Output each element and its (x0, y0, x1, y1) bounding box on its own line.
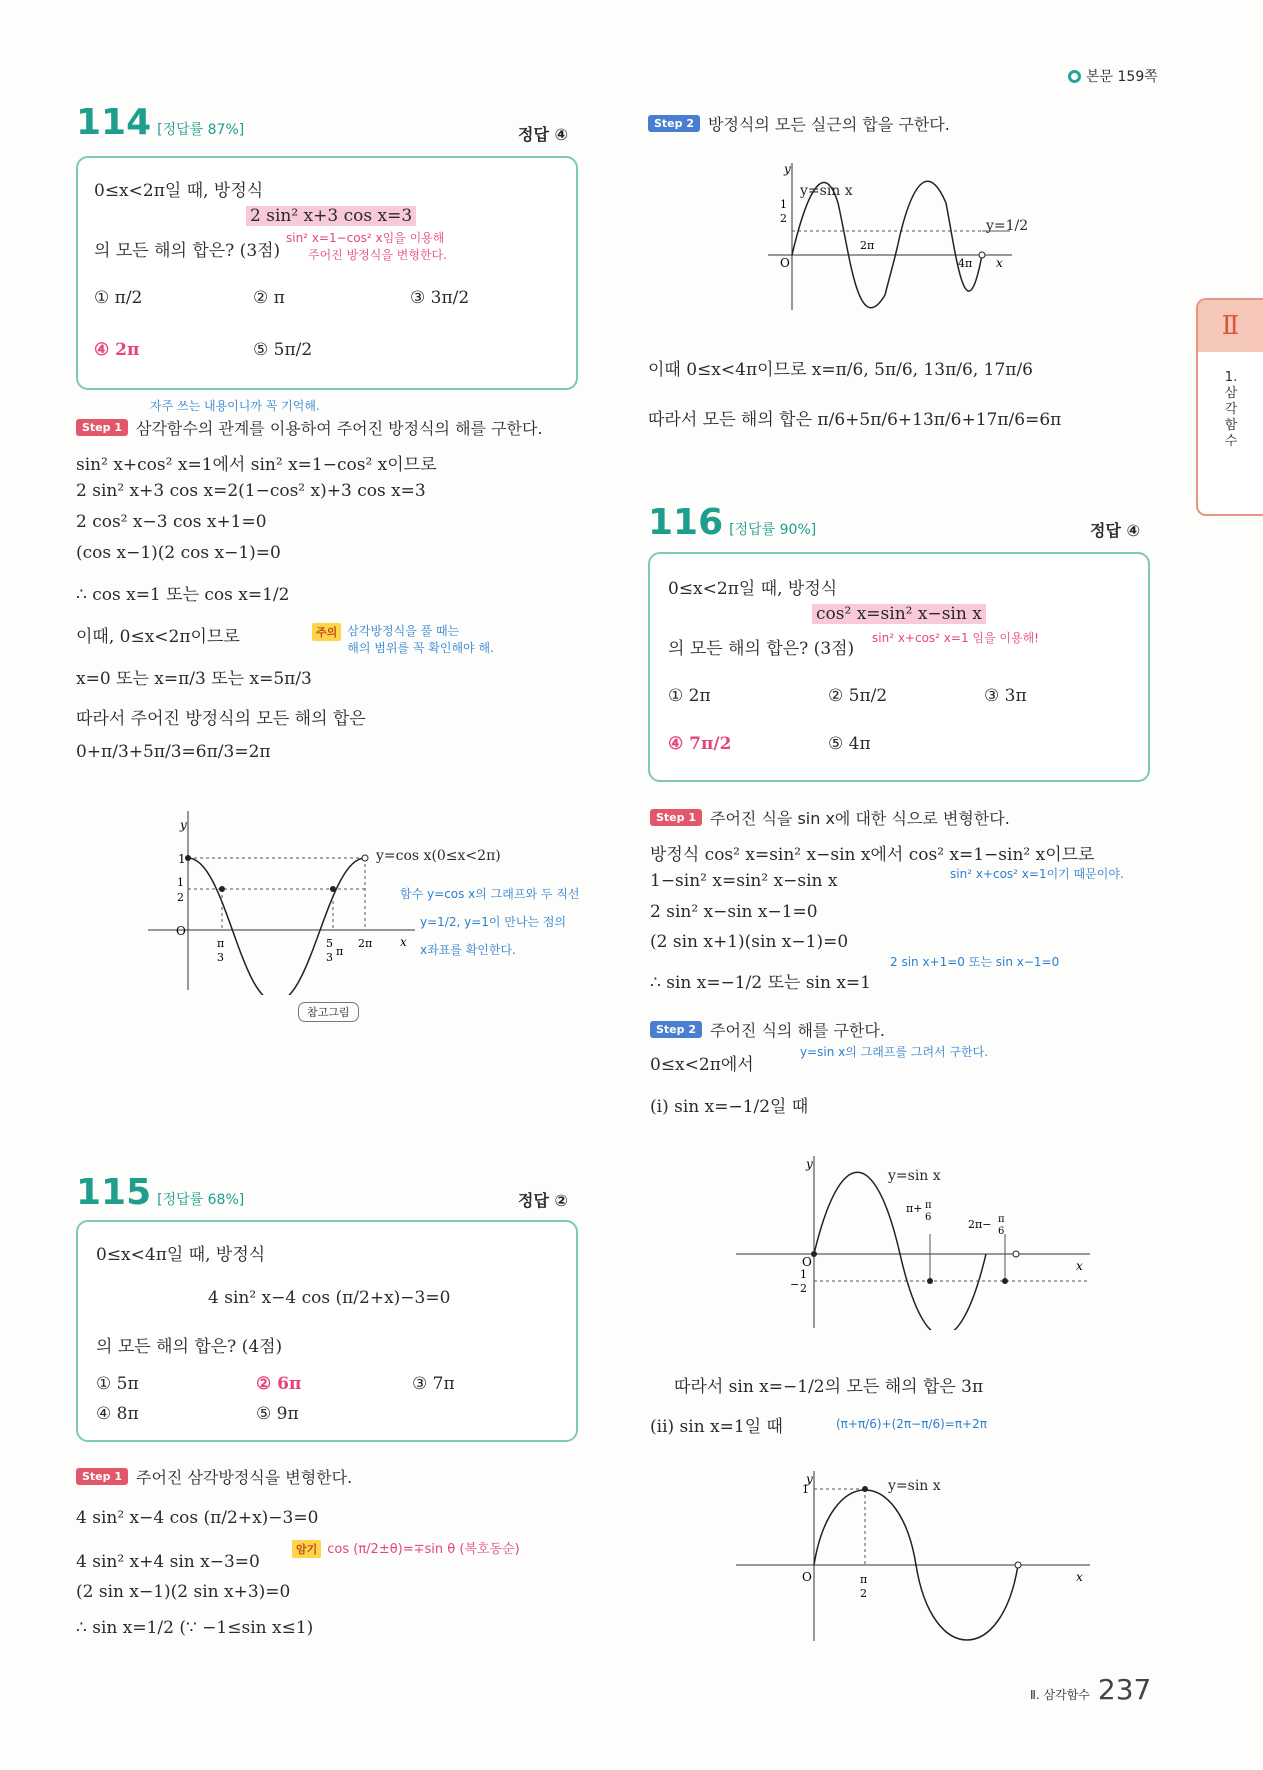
q114-option-5: ⑤ 5π/2 (253, 340, 313, 360)
svg-text:y: y (806, 1157, 813, 1171)
svg-text:y: y (180, 818, 187, 832)
q116-option-1: ① 2π (668, 686, 711, 706)
q114-caption: 참고그림 (298, 1002, 359, 1022)
roman-numeral: Ⅱ (1198, 300, 1263, 352)
svg-text:2: 2 (780, 212, 787, 225)
q115-step1-title: 주어진 삼각방정식을 변형한다. (136, 1468, 353, 1487)
q114-sol-9: 0+π/3+5π/3=6π/3=2π (76, 742, 271, 762)
q114-number: 114 (76, 102, 152, 143)
q116-note-c: y=sin x의 그래프를 그려서 구한다. (800, 1045, 989, 1059)
q116-sol-1: 방정식 cos² x=sin² x−sin x에서 cos² x=1−sin² x이므로 (650, 845, 1095, 865)
svg-text:1: 1 (780, 198, 787, 211)
q116-sol-4: (2 sin x+1)(sin x−1)=0 (650, 932, 849, 952)
q116-case1: (i) sin x=−1/2일 때 (650, 1097, 809, 1117)
svg-text:O: O (802, 1570, 812, 1584)
svg-text:2π: 2π (860, 239, 875, 252)
q116-answer: 정답 ④ (1090, 521, 1141, 540)
q114-note1: sin² x=1−cos² x임을 이용해 (286, 231, 445, 245)
q116-sol-5: ∴ sin x=−1/2 또는 sin x=1 (650, 973, 871, 993)
q116-range: 0≤x<2π에서 (650, 1055, 754, 1075)
svg-text:π+: π+ (906, 1202, 923, 1215)
svg-text:3: 3 (326, 951, 333, 964)
q116-sol-3: 2 sin² x−sin x−1=0 (650, 902, 818, 922)
svg-text:1: 1 (178, 852, 186, 866)
q115-option-3: ③ 7π (412, 1374, 455, 1394)
svg-text:6: 6 (925, 1212, 932, 1223)
q114-graph-note1: 함수 y=cos x의 그래프와 두 직선 (400, 887, 580, 901)
q115-step2-badge: Step 2 (648, 115, 700, 132)
chapter-title-vertical: 1. 삼각함수 (1224, 370, 1238, 449)
q114-sol-7: x=0 또는 x=π/3 또는 x=5π/3 (76, 669, 312, 689)
svg-text:3: 3 (217, 951, 224, 964)
q115-tip (292, 1540, 520, 1558)
svg-text:π: π (998, 1214, 1005, 1225)
q114-header (76, 102, 244, 143)
q115-answer: 정답 ② (518, 1191, 569, 1210)
reference-text: 본문 159쪽 (1086, 69, 1158, 85)
svg-text:y: y (806, 1472, 813, 1486)
svg-text:x: x (1076, 1259, 1083, 1273)
q115-step1-badge: Step 1 (76, 1468, 128, 1485)
svg-text:1: 1 (177, 876, 184, 889)
svg-text:4π: 4π (958, 257, 973, 270)
svg-text:2: 2 (800, 1282, 807, 1295)
svg-text:1: 1 (802, 1483, 809, 1496)
q114-caution (312, 623, 494, 657)
q115-option-5: ⑤ 9π (256, 1404, 299, 1424)
q116-option-4-checked: ④ 7π/2 (668, 734, 732, 754)
q116-note: sin² x+cos² x=1 임을 이용해! (872, 631, 1039, 645)
svg-text:y: y (784, 162, 791, 176)
q116-graph1-label: y=sin x (888, 1168, 941, 1184)
q114-graph-note3: x좌표를 확인한다. (420, 943, 516, 957)
q114-sol-4: (cos x−1)(2 cos x−1)=0 (76, 543, 281, 563)
q115-sol2: 이때 0≤x<4π이므로 x=π/6, 5π/6, 13π/6, 17π/6 (648, 360, 1033, 380)
q114-sol-3: 2 cos² x−3 cos x+1=0 (76, 512, 267, 532)
q116-rate: [정답률 90%] (729, 522, 817, 538)
q114-sol-1: sin² x+cos² x=1에서 sin² x=1−cos² x이므로 (76, 455, 437, 475)
q114-step1-title: 삼각함수의 관계를 이용하여 주어진 방정식의 해를 구한다. (136, 419, 543, 438)
q114-caution-2: 해의 범위를 꼭 확인해야 해. (347, 641, 494, 655)
q115-sol-4: ∴ sin x=1/2 (∵ −1≤sin x≤1) (76, 1618, 314, 1638)
q114-caution-1: 삼각방정식을 풀 때는 (347, 624, 460, 638)
q114-option-1: ① π/2 (94, 288, 143, 308)
page-footer (1030, 1673, 1151, 1706)
q115-sol-3: (2 sin x−1)(2 sin x+3)=0 (76, 1582, 291, 1602)
svg-text:x: x (400, 935, 407, 949)
q115-step1 (76, 1465, 352, 1488)
svg-text:O: O (780, 256, 790, 270)
q116-header (648, 502, 816, 543)
q116-step1 (650, 806, 1010, 829)
q116-option-3: ③ 3π (984, 686, 1027, 706)
q116-stem1: 0≤x<2π일 때, 방정식 (668, 579, 838, 599)
q115-option-2-checked: ② 6π (256, 1374, 302, 1394)
q116-note-a: sin² x+cos² x=1이기 때문이야. (950, 867, 1124, 881)
svg-text:2: 2 (860, 1587, 867, 1600)
q116-step2-badge: Step 2 (650, 1021, 702, 1038)
q114-rate: [정답률 87%] (157, 122, 245, 138)
q114-note2: 주어진 방정식을 변형한다. (308, 248, 447, 262)
svg-text:π: π (925, 1200, 932, 1211)
page-number: 237 (1097, 1673, 1152, 1706)
q114-option-3: ③ 3π/2 (410, 288, 470, 308)
reference-label (1068, 66, 1158, 86)
q114-stem1: 0≤x<2π일 때, 방정식 (94, 181, 264, 201)
q116-sum1: 따라서 sin x=−1/2의 모든 해의 합은 3π (674, 1377, 984, 1397)
svg-text:x: x (1076, 1570, 1083, 1584)
q115-option-1: ① 5π (96, 1374, 139, 1394)
q114-step1-note: 자주 쓰는 내용이니까 꼭 기억해. (150, 399, 320, 413)
q114-sol-5: ∴ cos x=1 또는 cos x=1/2 (76, 585, 290, 605)
q116-sol-2: 1−sin² x=sin² x−sin x (650, 871, 838, 891)
q114-stem2: 의 모든 해의 합은? (3점) (94, 241, 281, 261)
q116-step1-badge: Step 1 (650, 809, 702, 826)
svg-text:O: O (802, 1255, 812, 1269)
q115-tip-text: cos (π/2±θ)=∓sin θ (복호동순) (327, 1541, 520, 1557)
svg-text:O: O (176, 924, 186, 938)
q114-sol-8: 따라서 주어진 방정식의 모든 해의 합은 (76, 709, 366, 729)
q115-sol-1: 4 sin² x−4 cos (π/2+x)−3=0 (76, 1508, 319, 1528)
q114-step1-badge: Step 1 (76, 419, 128, 436)
q114-caution-tag: 주의 (312, 623, 341, 641)
q115-sol-2: 4 sin² x+4 sin x−3=0 (76, 1552, 260, 1572)
q116-step2 (650, 1018, 885, 1041)
q116-stem2: 의 모든 해의 합은? (3점) (668, 639, 855, 659)
svg-text:1: 1 (800, 1268, 807, 1281)
q115-stem1: 0≤x<4π일 때, 방정식 (96, 1245, 266, 1265)
q116-case2: (ii) sin x=1일 때 (650, 1417, 783, 1437)
svg-text:−: − (790, 1278, 800, 1291)
svg-text:2π−: 2π− (968, 1218, 992, 1231)
q114-option-4-checked: ④ 2π (94, 340, 140, 360)
q115-number: 115 (76, 1172, 152, 1213)
q115-rate: [정답률 68%] (157, 1192, 245, 1208)
q115-graph-line-label: y=1/2 (986, 218, 1029, 234)
svg-text:6: 6 (998, 1226, 1005, 1237)
q115-graph-label: y=sin x (800, 183, 853, 199)
chapter-side-tab (1196, 298, 1263, 516)
q114-step1 (76, 416, 543, 439)
q116-problem-box (648, 552, 1150, 782)
q116-option-2: ② 5π/2 (828, 686, 888, 706)
svg-text:π: π (217, 937, 225, 950)
svg-text:5: 5 (326, 937, 333, 950)
q116-option-5: ⑤ 4π (828, 734, 871, 754)
q115-stem2: 의 모든 해의 합은? (4점) (96, 1337, 283, 1357)
svg-text:π: π (336, 945, 344, 958)
q115-option-4: ④ 8π (96, 1404, 139, 1424)
q114-cos-graph (140, 805, 420, 995)
footer-chapter: Ⅱ. 삼각함수 (1030, 1688, 1090, 1702)
q114-graph-label: y=cos x(0≤x<2π) (376, 848, 501, 864)
q116-equation: cos² x=sin² x−sin x (812, 604, 986, 624)
q116-note-b: 2 sin x+1=0 또는 sin x−1=0 (890, 955, 1060, 969)
circle-icon (1068, 70, 1081, 83)
q116-step2-title: 주어진 식의 해를 구한다. (710, 1021, 885, 1040)
q114-equation: 2 sin² x+3 cos x=3 (246, 206, 416, 226)
svg-text:x: x (996, 256, 1003, 270)
q114-answer: 정답 ④ (518, 125, 569, 144)
q116-graph2-label: y=sin x (888, 1478, 941, 1494)
q115-step2-title: 방정식의 모든 실근의 합을 구한다. (708, 115, 950, 134)
q116-number: 116 (648, 502, 724, 543)
q114-sol-6: 이때, 0≤x<2π이므로 (76, 627, 240, 647)
q114-option-2: ② π (253, 288, 285, 308)
q115-header (76, 1172, 244, 1213)
q114-graph-note2: y=1/2, y=1이 만나는 점의 (420, 915, 567, 929)
q116-note-d: (π+π/6)+(2π−π/6)=π+2π (836, 1417, 987, 1431)
svg-text:2π: 2π (358, 937, 373, 950)
svg-text:2: 2 (177, 891, 184, 904)
q116-step1-title: 주어진 식을 sin x에 대한 식으로 변형한다. (710, 809, 1010, 828)
q115-step2 (648, 112, 950, 135)
q115-equation: 4 sin² x−4 cos (π/2+x)−3=0 (208, 1288, 451, 1308)
q115-problem-box (76, 1220, 578, 1442)
q114-sol-2: 2 sin² x+3 cos x=2(1−cos² x)+3 cos x=3 (76, 481, 426, 501)
svg-text:π: π (860, 1573, 868, 1586)
q115-tip-tag: 암기 (292, 1540, 321, 1558)
q114-problem-box (76, 156, 578, 390)
q115-sol3: 따라서 모든 해의 합은 π/6+5π/6+13π/6+17π/6=6π (648, 410, 1062, 430)
q115-sin-graph (760, 155, 1040, 315)
